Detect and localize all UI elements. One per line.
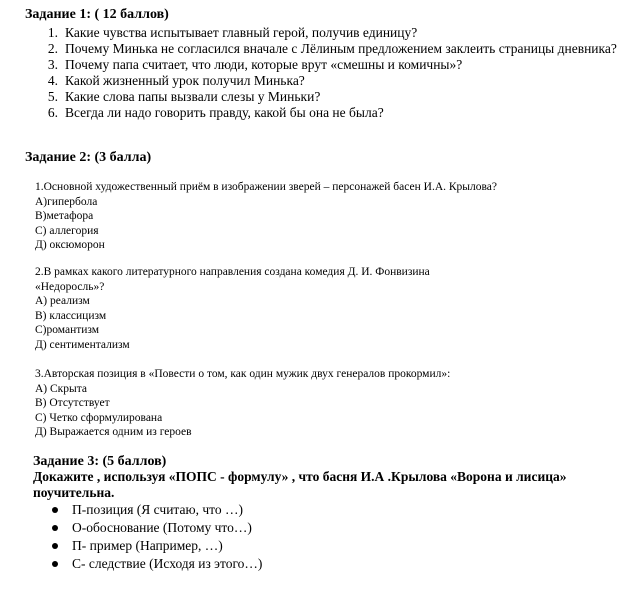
answer-option: Д) сентиментализм [35,338,130,351]
bullet-item [52,501,262,519]
bullet-text: О-обоснование (Потому что…) [72,520,252,535]
question-number: 2. [47,41,58,56]
task3-bullet-list [52,501,262,573]
answer-option: А)гипербола [35,195,98,208]
answer-option: С) Четко сформулирована [35,411,163,424]
answer-option: А) реализм [35,295,90,307]
task2-question-1 [35,180,497,253]
question-text: Какие чувства испытывает главный герой, получив единицу? [65,25,418,40]
task2-question-2 [35,265,430,352]
task2-heading: Задание 2: (3 балла) [25,150,152,165]
question-text: Какой жизненный урок получил Минька? [65,73,305,88]
question-number: 6. [47,105,58,120]
question-text: Какие слова папы вызвали слезы у Миньки? [65,89,321,104]
question-text: 1.Основной художественный приём в изображении зверей – персонажей басен И.А. Крылова? [35,181,497,193]
question-text-continued: «Недоросль»? [35,280,105,293]
answer-option: В) Отсутствует [35,397,110,409]
bullet-item [52,555,262,573]
answer-option: В) классицизм [35,309,107,322]
task1-question [40,73,630,89]
task1-heading: Задание 1: ( 12 баллов) [25,7,169,22]
answer-option: Д) Выражается одним из героев [35,426,192,438]
question-text: Почему Минька не согласился вначале с Лёлиным предложением заклеить страницы дневника? [65,41,617,56]
answer-option: А) Скрыта [35,382,88,395]
question-text: 2.В рамках какого литературного направления создана комедия Д. И. Фонвизина [35,266,430,278]
question-text: Всегда ли надо говорить правду, какой бы она не была? [65,105,384,120]
task3-heading: Задание 3: (5 баллов) [33,454,167,469]
bullet-item [52,519,262,537]
task1-question [40,105,630,121]
task1-question [40,89,630,105]
bullet-dot-icon [52,561,58,567]
answer-option: Д) оксюморон [35,239,105,251]
task1-question [40,41,630,57]
answer-option: С) аллегория [35,224,99,237]
bullet-dot-icon [52,525,58,531]
question-number: 1. [47,25,58,40]
bullet-dot-icon [52,507,58,513]
bullet-text: С- следствие (Исходя из этого…) [72,556,263,571]
answer-option: С)романтизм [35,324,100,336]
question-number: 3. [47,57,58,72]
bullet-dot-icon [52,543,58,549]
question-text: Почему папа считает, что люди, которые врут «смешны и комичны»? [65,57,463,72]
question-number: 5. [47,89,58,104]
bullet-item [52,537,262,555]
question-number: 4. [47,73,58,88]
task3-instruction: Докажите , используя «ПОПС - формулу» , что басня И.А .Крылова «Ворона и лисица» поучительна. [33,469,567,500]
task1-question-list [40,25,630,121]
question-text: 3.Авторская позиция в «Повести о том, как один мужик двух генералов прокормил»: [35,368,451,380]
task1-question [40,57,630,73]
task1-question [40,25,630,41]
bullet-text: П- пример (Например, …) [72,538,223,553]
answer-option: В)метафора [35,210,94,222]
task2-question-3 [35,367,450,440]
bullet-text: П-позиция (Я считаю, что …) [72,502,243,517]
